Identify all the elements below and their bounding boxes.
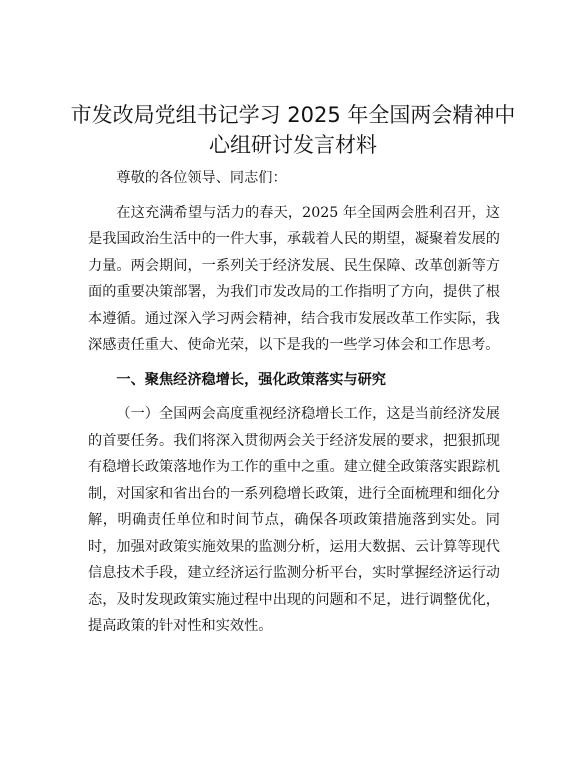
document-body: [88, 165, 500, 640]
section-1-paragraph-1: （一）全国两会高度重视经济稳增长工作，这是当前经济发展的首要任务。我们将深入贯彻两会关于经济发展的要求，把狠抓现有稳增长政策落地作为工作的重中之重。建立健全政策落实跟踪机制，对国家和省出台的一系列稳增长政策，进行全面梳理和细化分解，明确责任单位和时间节点，确保各项政策措施落到实处。同时，加强对政策实施效果的监测分析，运用大数据、云计算等现代信息技术手段，建立经济运行监测分析平台，实时掌握经济运行动态，及时发现政策实施过程中出现的问题和不足，进行调整优化，提高政策的针对性和实效性。: [88, 406, 500, 634]
document-title-line-1: 市发改局党组书记学习 2025 年全国两会精神中: [70, 103, 516, 127]
intro-paragraph: 在这充满希望与活力的春天，2025 年全国两会胜利召开，这是我国政治生活中的一件大事，承载着人民的期望，凝聚着发展的力量。两会期间，一系列关于经济发展、民生保障、改革创新等方面的重要决策部署，为我们市发改局的工作指明了方向，提供了根本遵循。通过深入学习两会精神，结合我市发展改革工作实际，我深感责任重大、使命光荣，以下是我的一些学习体会和工作思考。: [88, 204, 500, 353]
document-title: [60, 100, 526, 160]
document-title-line-2: 心组研讨发言材料: [209, 133, 377, 157]
salutation: 尊敬的各位领导、同志们：: [116, 170, 287, 186]
section-heading-1: 一、聚焦经济稳增长，强化政策落实与研究: [116, 371, 386, 388]
